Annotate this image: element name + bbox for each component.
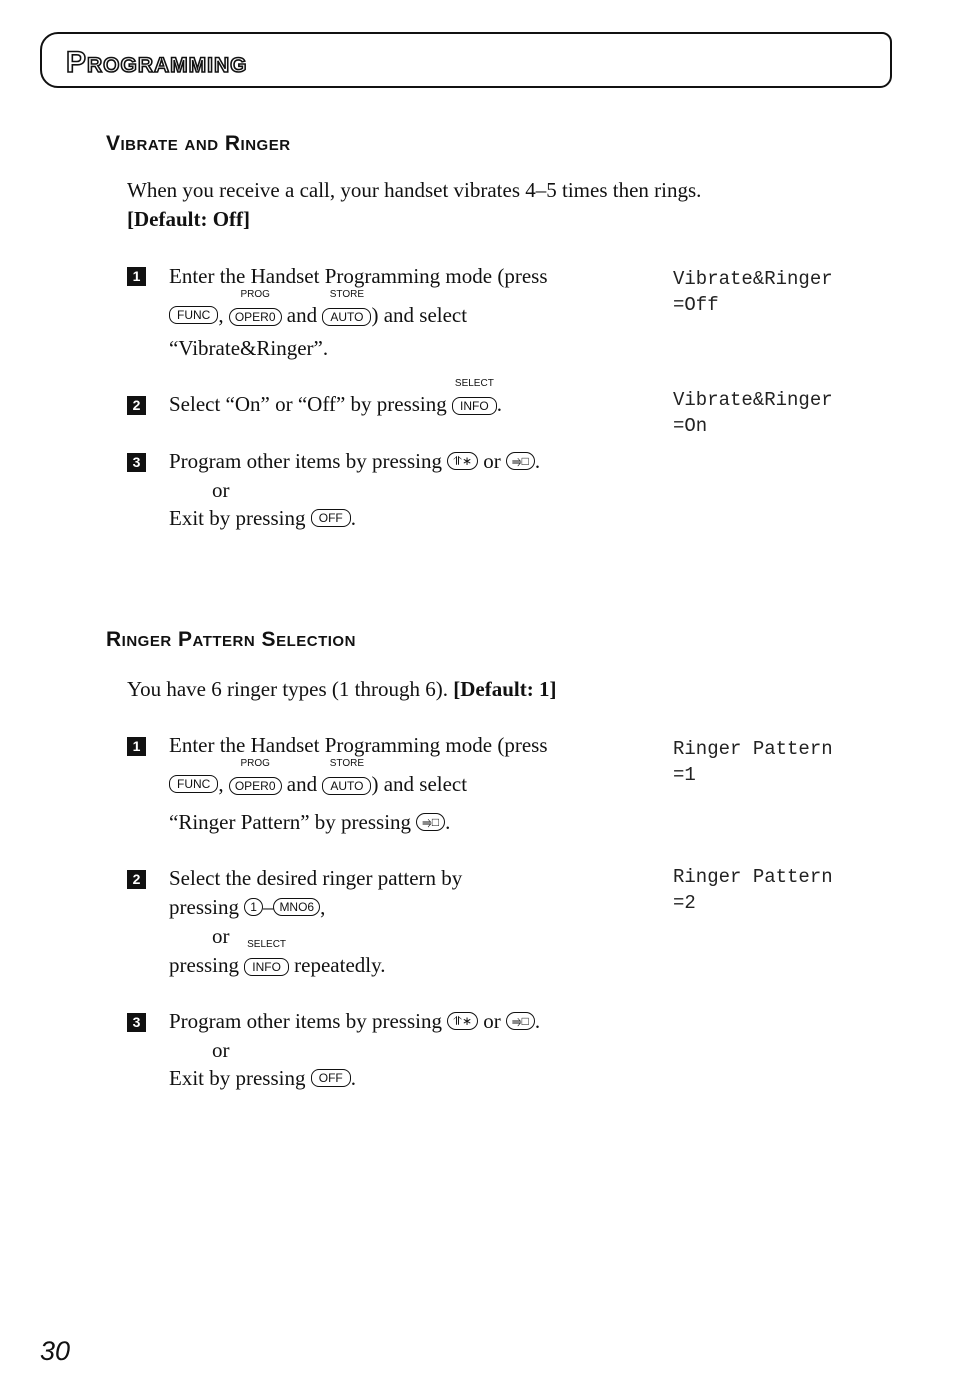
oper0-key: OPER0 [229,308,282,326]
step-text: Select the desired ringer pattern by [169,866,463,890]
auto-key-wrap [322,288,371,332]
punct: . [534,1009,541,1033]
lcd-line: Vibrate&Ringer [673,268,833,290]
section2-default: [Default: 1] [453,677,557,701]
lcd-line: =Off [673,294,719,316]
section-heading-vibrate: Vibrate and Ringer [106,132,291,155]
key-caption: PROG [240,288,270,300]
oper0-key-wrap [229,757,282,801]
section1-default: [Default: Off] [127,207,251,231]
punct: . [445,810,451,834]
down-key: ⥤□ [506,452,535,470]
punct: . [350,506,356,530]
lcd-line: =1 [673,764,696,786]
info-key: INFO [244,958,289,976]
repeatedly-text: repeatedly. [294,953,386,977]
and-select-text: ) and select [371,303,468,327]
page-number: 30 [40,1336,71,1366]
option-text: “Vibrate&Ringer”. [169,336,329,360]
section2-intro: You have 6 ringer types (1 through 6). [127,677,448,701]
step-text-pre: Program other items by pressing [169,449,442,473]
step-number: 3 [127,453,146,472]
lcd-line: Vibrate&Ringer [673,389,833,411]
punct: , [320,895,326,919]
up-key: ⥣∗ [447,1012,478,1030]
step-key-line: FUNC , PROG OPER0 and STORE AUTO ) and select [169,301,467,332]
or-line: or [212,1038,230,1062]
off-key: OFF [311,509,351,527]
off-key: OFF [311,1069,351,1087]
lcd-line: =2 [673,892,696,914]
six-key: MNO6 [273,898,320,916]
or-line: or [212,478,230,502]
section1-intro: When you receive a call, your handset vibrates 4–5 times then rings. [127,178,702,202]
down-key: ⥤□ [506,1012,535,1030]
info-key-wrap [452,377,497,421]
up-key: ⥣∗ [447,452,478,470]
key-caption: PROG [240,757,270,769]
dash: – [262,895,274,919]
pressing-text: pressing [169,953,239,977]
step-number: 1 [127,737,146,756]
or-text: or [483,449,501,473]
or-text: or [483,1009,501,1033]
step-text [169,1007,540,1036]
auto-key: AUTO [322,777,371,795]
option-line [169,808,450,837]
step-number: 2 [127,870,146,889]
section2-intro-line [127,675,556,704]
lcd-display [673,864,833,916]
info-key: INFO [452,397,497,415]
func-key: FUNC [169,775,218,793]
step-text [169,377,502,421]
lcd-display [673,266,833,318]
oper0-key-wrap [229,288,282,332]
oper0-key: OPER0 [229,777,282,795]
auto-key-wrap [322,757,371,801]
and-text: and [286,772,318,796]
exit-text: Exit by pressing [169,1066,306,1090]
one-key: 1 [244,898,263,916]
step-text: Enter the Handset Programming mode (press [169,733,548,757]
step-number: 1 [127,267,146,286]
and-text: and [286,303,318,327]
func-key: FUNC [169,306,218,324]
exit-line [169,504,356,533]
and-select-text: ) and select [371,772,468,796]
step-text [169,447,540,476]
key-caption: SELECT [247,938,287,950]
lcd-line: Ringer Pattern [673,738,833,760]
step-key-line: FUNC , PROG OPER0 and STORE AUTO ) and select [169,770,467,801]
punct: . [350,1066,356,1090]
exit-text: Exit by pressing [169,506,306,530]
or-line: or [212,924,230,948]
info-key-wrap [244,938,289,982]
step-number: 3 [127,1013,146,1032]
exit-line [169,1064,356,1093]
page-title: Programming [66,46,248,79]
key-caption: STORE [329,288,365,300]
pressing-line [169,893,325,922]
pressing-line [169,938,386,982]
key-caption: STORE [329,757,365,769]
punct: . [534,449,541,473]
step-number: 2 [127,396,146,415]
lcd-display [673,736,833,788]
lcd-display [673,387,833,439]
down-key: ⥤□ [416,813,445,831]
step-text-pre: Program other items by pressing [169,1009,442,1033]
step-text-pre: Select “On” or “Off” by pressing [169,392,447,416]
lcd-line: =On [673,415,708,437]
section-heading-ringer-pattern: Ringer Pattern Selection [106,628,356,651]
step-text: Enter the Handset Programming mode (press [169,264,548,288]
lcd-line: Ringer Pattern [673,866,833,888]
punct: . [496,392,502,416]
key-caption: SELECT [454,377,494,389]
option-text: “Ringer Pattern” by pressing [169,810,412,834]
pressing-text: pressing [169,895,239,919]
auto-key: AUTO [322,308,371,326]
